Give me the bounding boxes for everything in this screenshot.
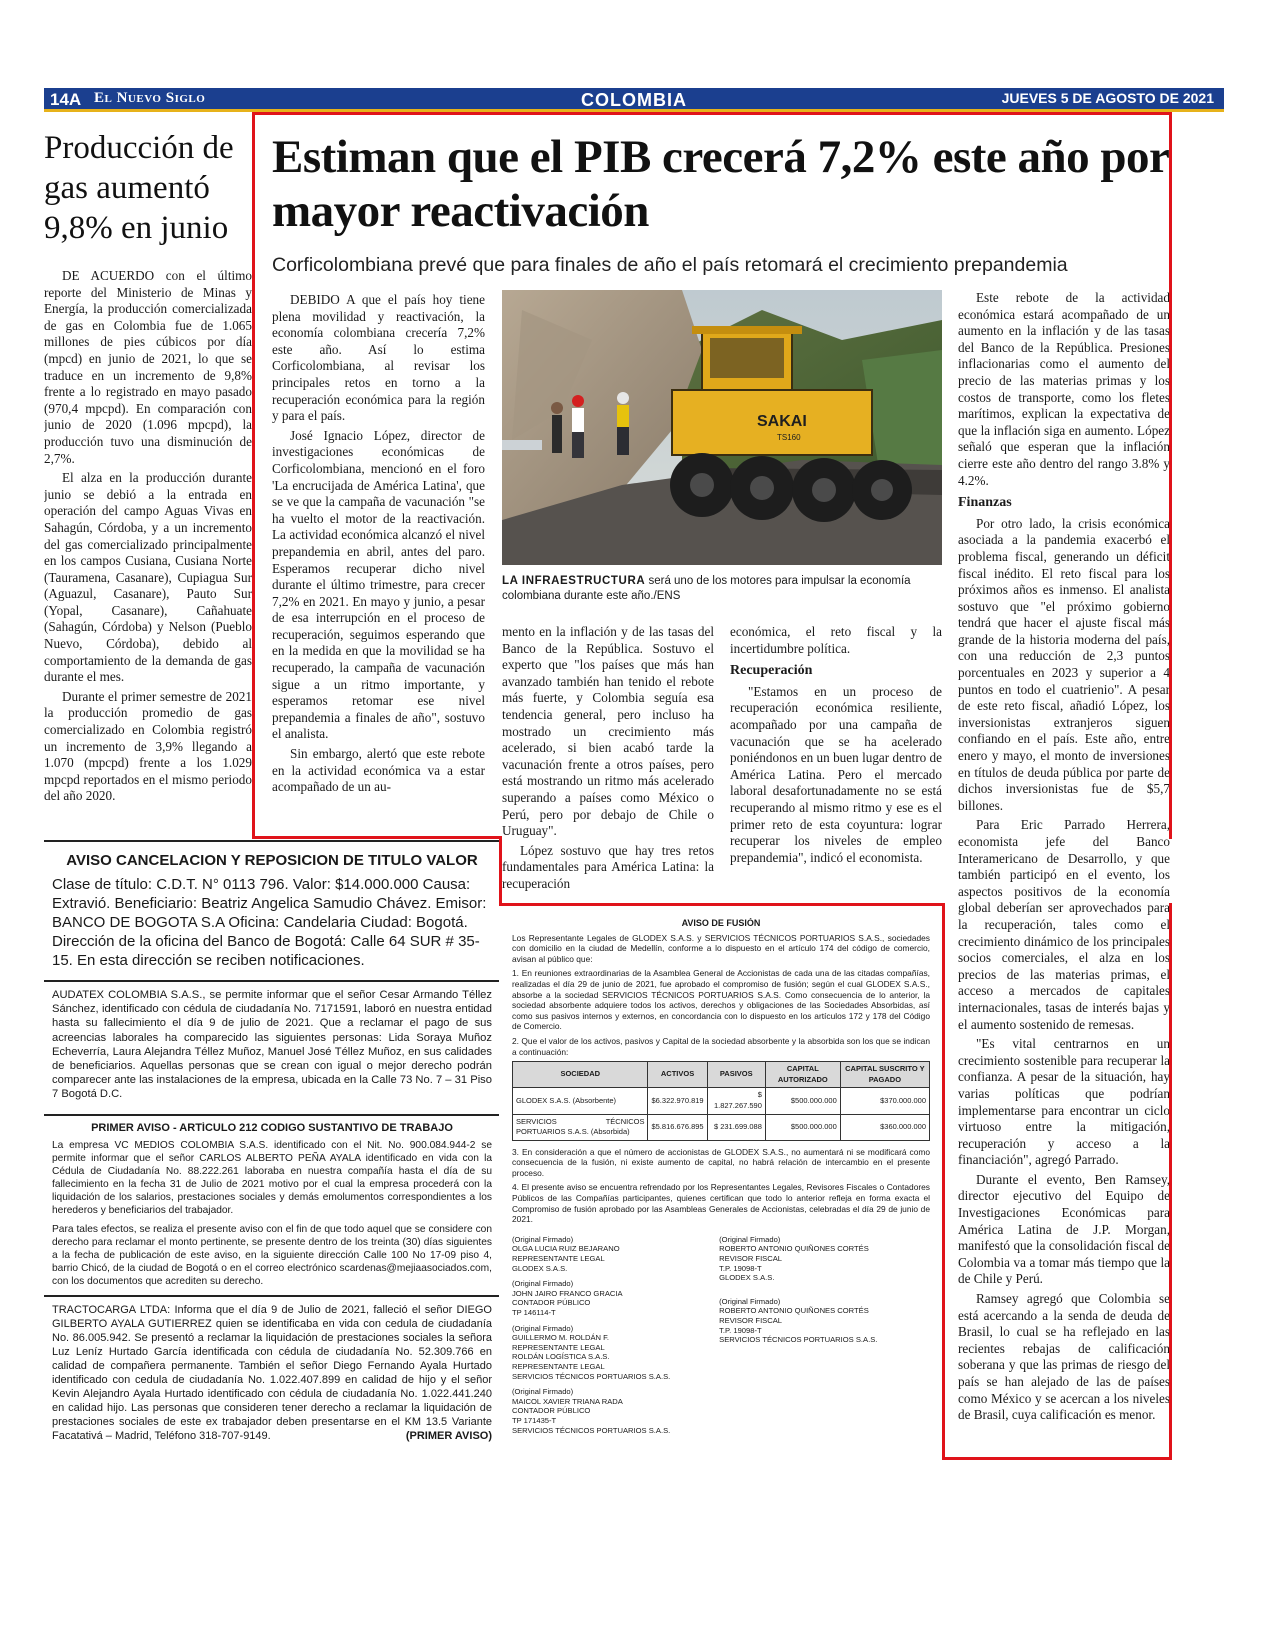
signature-block: (Original Firmado) ROBERTO ANTONIO QUIÑONES CORTÉS REVISOR FISCAL T.P. 19098-T SERVICIOS TÉCNICOS PORTUARIOS S.A.S.: [719, 1296, 878, 1345]
signature-column-left: [512, 1235, 717, 1435]
roller-model-label: TS160: [777, 433, 801, 442]
road-roller-photo: [502, 290, 942, 565]
fusion-th: CAPITAL AUTORIZADO: [765, 1062, 840, 1088]
fusion-item: 2. Que el valor de los activos, pasivos y Capital de la sociedad absorbente y la absorbida son los que se indican a continuación:: [512, 1035, 930, 1057]
road-roller-illustration: [502, 290, 942, 565]
fusion-item: 4. El presente aviso se encuentra refrendado por los Representantes Legales, Revisores Fiscales o Contadores Públicos de las Compañías participantes, quienes certifican que todo lo anterior refleja en forma exacta el Compromiso de fusión aprobado por las Asambleas Generales de Accionistas, celebradas el día 29 de junio de 2021.: [512, 1182, 930, 1225]
section-title: COLOMBIA: [581, 90, 687, 110]
main-paragraph: Durante el evento, Ben Ramsey, director ejecutivo del Equipo de Investigaciones Económicas para América Latina de J.P. Morgan, manifestó que la consolidación fiscal de Colombia va a tomar más tiempo que la de Chile y Perú.: [958, 1171, 1170, 1287]
highlight-frame-step: [499, 903, 945, 906]
main-col-3: [730, 624, 942, 894]
fusion-th: ACTIVOS: [648, 1062, 707, 1088]
fusion-td: $500.000.000: [765, 1088, 840, 1114]
fusion-td: $6.322.970.819: [648, 1088, 707, 1114]
notice-tractocarga: [52, 1303, 492, 1453]
notice-divider: [44, 1295, 499, 1297]
left-story-paragraph: El alza en la producción durante junio se debió a la entrada en operación del campo Aguas Vivas en Sahagún, Córdoba, y a un incremento del gas comercializado principalmente en los campos Cusiana, Cusiana Norte (Tauramena, Casanare), Cupiagua Sur (Aguazul, Casanare), Pauto Sur (Yopal, Casanare), Cañahuate (Sahagún, Córdoba) y Nelson (Pueblo Nuevo, Córdoba), debido al comportamiento de la demanda de gas durante el mes.: [44, 470, 252, 685]
signature-block: (Original Firmado) ROBERTO ANTONIO QUIÑONES CORTÉS REVISOR FISCAL T.P. 19098-T GLODEX S.A.S.: [719, 1234, 869, 1283]
fusion-title: AVISO DE FUSIÓN: [681, 918, 761, 928]
fusion-td: GLODEX S.A.S. (Absorbente): [513, 1088, 648, 1114]
fusion-td: $360.000.000: [840, 1114, 929, 1140]
fusion-td: $ 231.699.088: [707, 1114, 765, 1140]
issue-date: JUEVES 5 DE AGOSTO DE 2021: [1001, 90, 1214, 106]
highlight-frame-middle: [252, 836, 502, 839]
main-subheadline: Corficolombiana prevé que para finales de año el país retomará el crecimiento prepandemia: [272, 254, 1068, 276]
left-story-paragraph: DE ACUERDO con el último reporte del Ministerio de Minas y Energía, la producción comercializada de gas en Colombia fue de 1.065 millones de pies cúbicos por día (mpcd) en junio de 2021, lo que se traduce en un incremento de 9,8% frente a lo registrado en mayo pasado (970,4 mpcpd). En comparación con junio de 2020 (1.096 mpcpd), la producción tuvo una disminución de 2,7%.: [44, 268, 252, 466]
main-paragraph: Este rebote de la actividad económica estará acompañado de un aumento en la inflación y de las tasas del Banco de la República. Presiones inflacionarias como el aumento del precio de las materias primas y los costos de transporte, como los fletes marítimos, explican la expectativa de que la inflación siga en aumento. López señaló que esperan que la inflación cierre este año dentro del rango 3.8% y 4.2%.: [958, 290, 1170, 488]
notice-primer-title: PRIMER AVISO - ARTÍCULO 212 CODIGO SUSTANTIVO DE TRABAJO: [91, 1122, 453, 1134]
photo-caption-lead: LA INFRAESTRUCTURA: [502, 575, 646, 587]
page-number: 14A: [50, 90, 82, 109]
main-paragraph: Sin embargo, alertó que este rebote en la actividad económica va a estar acompañado de un au-: [272, 746, 485, 795]
notice-divider: [44, 1114, 499, 1116]
fusion-table-header: [513, 1062, 930, 1088]
fusion-th: PASIVOS: [707, 1062, 765, 1088]
main-paragraph: Por otro lado, la crisis económica asociada a la pandemia exacerbó el problema fiscal, generando un déficit fiscal inédito. El reto fiscal para los próximos años es inmenso. El analista sostuvo que "el próximo gobierno tendrá que hacer el ajuste fiscal más grande de la historia moderna del país, con una reducción de 2,3 puntos porcentuales en 2023 y superior a 4 puntos en todo el cuatrienio". A pesar de este reto fiscal, añadió López, los inversionistas extranjeros siguen confiando en el país. Este año, entre enero y mayo, el monto de inversiones en títulos de deuda pública por parte de dichos inversionistas fue de $5,7 billones.: [958, 515, 1170, 813]
main-headline: Estiman que el PIB crecerá 7,2% este año por mayor reactivación: [272, 131, 1169, 237]
fusion-th: CAPITAL SUSCRITO Y PAGADO: [840, 1062, 929, 1088]
fusion-item: 1. En reuniones extraordinarias de la Asamblea General de Accionistas de cada una de las citadas compañías, realizadas el día 29 de junio de 2021, fue aprobado el compromiso de fusión; según el cual GLODEX S.A.S., absorbe a la sociedad SERVICIOS TÉCNICOS PORTUARIOS S.A.S. Como consecuencia de lo anterior, la sociedad absorbente adquiere todos los activos, derechos y obligaciones de las Sociedades Absorbidas, así como sus pasivos internos y externos, en concordancia con lo dispuesto en los artículos 172 y 178 del Código de Comercio.: [512, 968, 930, 1032]
left-story-paragraph: Durante el primer semestre de 2021 la producción promedio de gas comercializado en Colombia registró un incremento de 3,9% llegando a 1.070 (mpcpd) frente a los 1.029 mpcpd reportados en el mismo periodo del año 2020.: [44, 688, 252, 804]
main-col-1: [272, 292, 485, 832]
roller-brand-label: SAKAI: [757, 413, 807, 430]
fusion-td: $5.816.676.895: [648, 1114, 707, 1140]
newspaper-name: El Nuevo Siglo: [94, 90, 206, 106]
fusion-signatures: [512, 1235, 930, 1441]
notice-titulo-title: AVISO CANCELACION Y REPOSICION DE TITULO VALOR: [66, 852, 478, 869]
notice-titulo-body: Clase de título: C.D.T. N° 0113 796. Valor: $14.000.000 Causa: Extravió. Beneficiario: Beatriz Angelica Samudio Chávez. Emisor: BANCO DE BOGOTA S.A Oficina: Candelaria Ciudad: Bogotá. Dirección de la oficina del Banco de Bogotá: Calle 64 SUR # 35-15. En esta dirección se reciben notificaciones.: [52, 876, 487, 969]
notice-tractocarga-tag: (PRIMER AVISO): [405, 1430, 492, 1442]
fusion-table-row: [513, 1114, 930, 1140]
main-col-4: [958, 290, 1170, 1445]
fusion-table-row: [513, 1088, 930, 1114]
notice-primer-aviso: [52, 1122, 492, 1287]
notice-audatex: [52, 988, 492, 1108]
main-paragraph: mento en la inflación y de las tasas del Banco de la República. Sostuvo el experto que "los países que más han avanzado también han tenido el rebote más fuerte, y Colombia seguía esa tendencia general, pero incluso ha mostrado un crecimiento más acelerado, si bien acabó tarde la vacunación frente a otros países, pero está mostrando un ritmo más acelerado superando a países como México o Perú, pero por debajo de Chile o Uruguay".: [502, 624, 714, 839]
main-paragraph: económica, el reto fiscal y la incertidumbre política.: [730, 624, 942, 656]
main-paragraph: Ramsey agregó que Colombia se está acercando a la senda de deuda de Brasil, lo cual se ha reflejado en las recientes rebajas de calificación soberana y que las primas de riesgo del país se han alejado de las de países como México y se acercan a los niveles de Brasil, cuya calificación es menor.: [958, 1291, 1170, 1423]
signature-column-right: [719, 1235, 924, 1345]
signature-block: (Original Firmado) GUILLERMO M. ROLDÁN F. REPRESENTANTE LEGAL ROLDÁN LOGÍSTICA S.A.S. REPRESENTANTE LEGAL SERVICIOS TÉCNICOS PORTUARIOS S.A.S.: [512, 1323, 671, 1381]
notices-divider: [44, 840, 499, 842]
notice-fusion: [512, 918, 930, 1463]
fusion-item: 3. En consideración a que el número de accionistas de GLODEX S.A.S., no aumentará ni se modificará como consecuencia de la fusión, ni existe aumento de capital, no habrá relación de intercambio en el presente proceso.: [512, 1146, 930, 1178]
fusion-th: SOCIEDAD: [513, 1062, 648, 1088]
fusion-td: $500.000.000: [765, 1114, 840, 1140]
main-paragraph: "Estamos en un proceso de recuperación económica resiliente, acompañado por una campaña de vacunación que se ha acelerado poniéndonos en un buen lugar dentro de América Latina. Pero el mercado laboral desafortunadamente no se está recuperando al mismo ritmo y ese es el primer reto de esta coyuntura: lograr recuperar los niveles de empleo prepandemia", indicó el economista.: [730, 683, 942, 865]
notice-tractocarga-body: TRACTOCARGA LTDA: Informa que el día 9 de Julio de 2021, falleció el señor DIEGO GILBERTO AYALA GUTIERREZ quien se identificaba en vida con cedula de ciudadanía No. 86.005.942. Se presentó a reclamar la liquidación de prestaciones sociales la señora Luz Leníz Hurtado García identificada con cédula de ciudadanía No. 52.309.766 en calidad de compañera permanente. También el señor Diego Fernando Ayala Hurtado identificado con cedula de ciudadanía No. 1.022.407.899 en calidad de hijo y el señor Kevin Alejandro Ayala Hurtado identificado con cédula de ciudadanía No. 1.022.441.240 en calidad hijo. Las personas que consideren tener derecho a reclamar la liquidación de prestaciones sociales de este ex trabajador deben presentarse en el KM 13.5 Variante Facatativá – Madrid, Teléfono 318-707-9149.: [52, 1304, 492, 1442]
signature-block: (Original Firmado) JOHN JAIRO FRANCO GRACIA CONTADOR PÚBLICO TP 146114-T: [512, 1279, 623, 1317]
notice-primer-body: Para tales efectos, se realiza el presente aviso con el fin de que todo aquel que se considere con derecho para reclamar el monto pertinente, se presente dentro de los treinta (30) días siguientes a la fecha de publicación de este aviso, en la siguiente dirección Calle 100 No 17-09 piso 4, barrio Chicó, de la ciudad de Bogotá o en el correo electrónico scardenas@mejiaasociados.com, con los documentos que acrediten su derecho.: [52, 1224, 492, 1287]
subhead-recuperacion: Recuperación: [730, 663, 813, 679]
notice-audatex-body: AUDATEX COLOMBIA S.A.S., se permite informar que el señor Cesar Armando Téllez Sánchez, identificado con cédula de ciudadanía No. 7171591, laboró en nuestra entidad hasta su fallecimiento el día 9 de julio de 2021. Que a reclamar el pago de sus acreencias laborales ha comparecido las siguientes personas: Lida Soraya Muñoz Echeverría, Laura Alejandra Téllez Muñoz, Manuel José Téllez Muñoz, en sus calidades de beneficiarios. Aquellas personas que se crean con igual o mejor derecho podrán comparecer ante las instalaciones de la empresa, ubicada en la Calle 73 No. 7 – 31 Piso 7 Bogotá D.C.: [52, 989, 492, 1101]
fusion-table: [512, 1061, 930, 1141]
signature-block: (Original Firmado) MAICOL XAVIER TRIANA RADA CONTADOR PÚBLICO TP 171435-T SERVICIOS TÉCNICOS PORTUARIOS S.A.S.: [512, 1387, 671, 1435]
fusion-td: SERVICIOS TÉCNICOS PORTUARIOS S.A.S. (Absorbida): [513, 1114, 648, 1140]
left-story-headline: Producción de gas aumentó 9,8% en junio: [44, 130, 234, 246]
photo-caption-text: será uno de los motores para impulsar la economía colombiana durante este año./ENS: [502, 575, 911, 602]
signature-block: (Original Firmado) OLGA LUCIA RUIZ BEJARANO REPRESENTANTE LEGAL GLODEX S.A.S.: [512, 1234, 620, 1273]
notice-titulo-valor: [52, 852, 492, 972]
page-header-bar: [44, 88, 1224, 112]
main-paragraph: "Es vital centrarnos en un crecimiento sostenible para recuperar la confianza. A pesar de la situación, hay varias políticas que podrían implementarse para encontrar un ciclo virtuoso entre la mitigación, recuperación y acceso a la financiación", agregó Parrado.: [958, 1036, 1170, 1168]
left-story-body: [44, 268, 252, 828]
fusion-td: $370.000.000: [840, 1088, 929, 1114]
subhead-finanzas: Finanzas: [958, 495, 1012, 511]
main-paragraph: José Ignacio López, director de investigaciones económicas de Corficolombiana, mencionó en el foro 'La encrucijada de América Latina', que se ve que la campaña de vacunación "se ha vuelto el motor de la reactivación. La actividad económica alcanzó el nivel prepandemia en abril, antes del paro. Esperamos recuperar dicho nivel durante el último trimestre, para crecer 7,2% en 2021. En mayo y junio, a pesar de esa interrupción en el proceso de recuperación, seguimos esperando que en la medida en que la movilidad se ha recuperado, la campaña de vacunación sigue a un ritmo importante, y esperamos retomar ese nivel prepandemia a finales de año", sostuvo el analista.: [272, 427, 485, 742]
main-paragraph: DEBIDO A que el país hoy tiene plena movilidad y reactivación, la economía colombiana crecería 7,2% este año. Así lo estima Corficolombiana, al revisar los principales retos en torno a la recuperación económica para la región y para el país.: [272, 292, 485, 424]
fusion-intro: Los Representante Legales de GLODEX S.A.S. y SERVICIOS TÉCNICOS PORTUARIOS S.A.S., sociedades con domicilio en la ciudad de Medellín, conforme a lo dispuesto en el artículo 174 del código de comercio, avisan al público que:: [512, 932, 930, 964]
main-paragraph: López sostuvo que hay tres retos fundamentales para América Latina: la recuperación: [502, 842, 714, 891]
main-paragraph: Para Eric Parrado Herrera, economista jefe del Banco Interamericano de Desarrollo, y que también participó en el evento, los aspectos positivos de la economía global deberían ser aprovechados para la recuperación, tales como el crecimiento dinámico de los principales socios comerciales, el alza en los precios de las materias primas, el acceso a mercados de capitales internacionales, tasas de interés bajas y el aumento sostenido de remesas.: [958, 817, 1170, 1032]
main-col-2: [502, 624, 714, 894]
fusion-td: $ 1.827.267.590: [707, 1088, 765, 1114]
photo-caption: [502, 574, 942, 604]
notice-primer-body: La empresa VC MEDIOS COLOMBIA S.A.S. identificado con el Nit. No. 900.084.944-2 se permite informar que el señor CARLOS ALBERTO PEÑA AYALA identificado en vida con la Cédula de Ciudadanía No. 88.222.261 laboraba en nuestra compañía hasta el día de su fallecimiento en la fecha 31 de Julio de 2021 motivo por el cual la empresa procederá con la liquidación de los salarios, prestaciones sociales y demás emolumentos correspondientes a los herederos y beneficiarios del trabajador.: [52, 1140, 492, 1216]
notice-divider: [44, 980, 499, 982]
